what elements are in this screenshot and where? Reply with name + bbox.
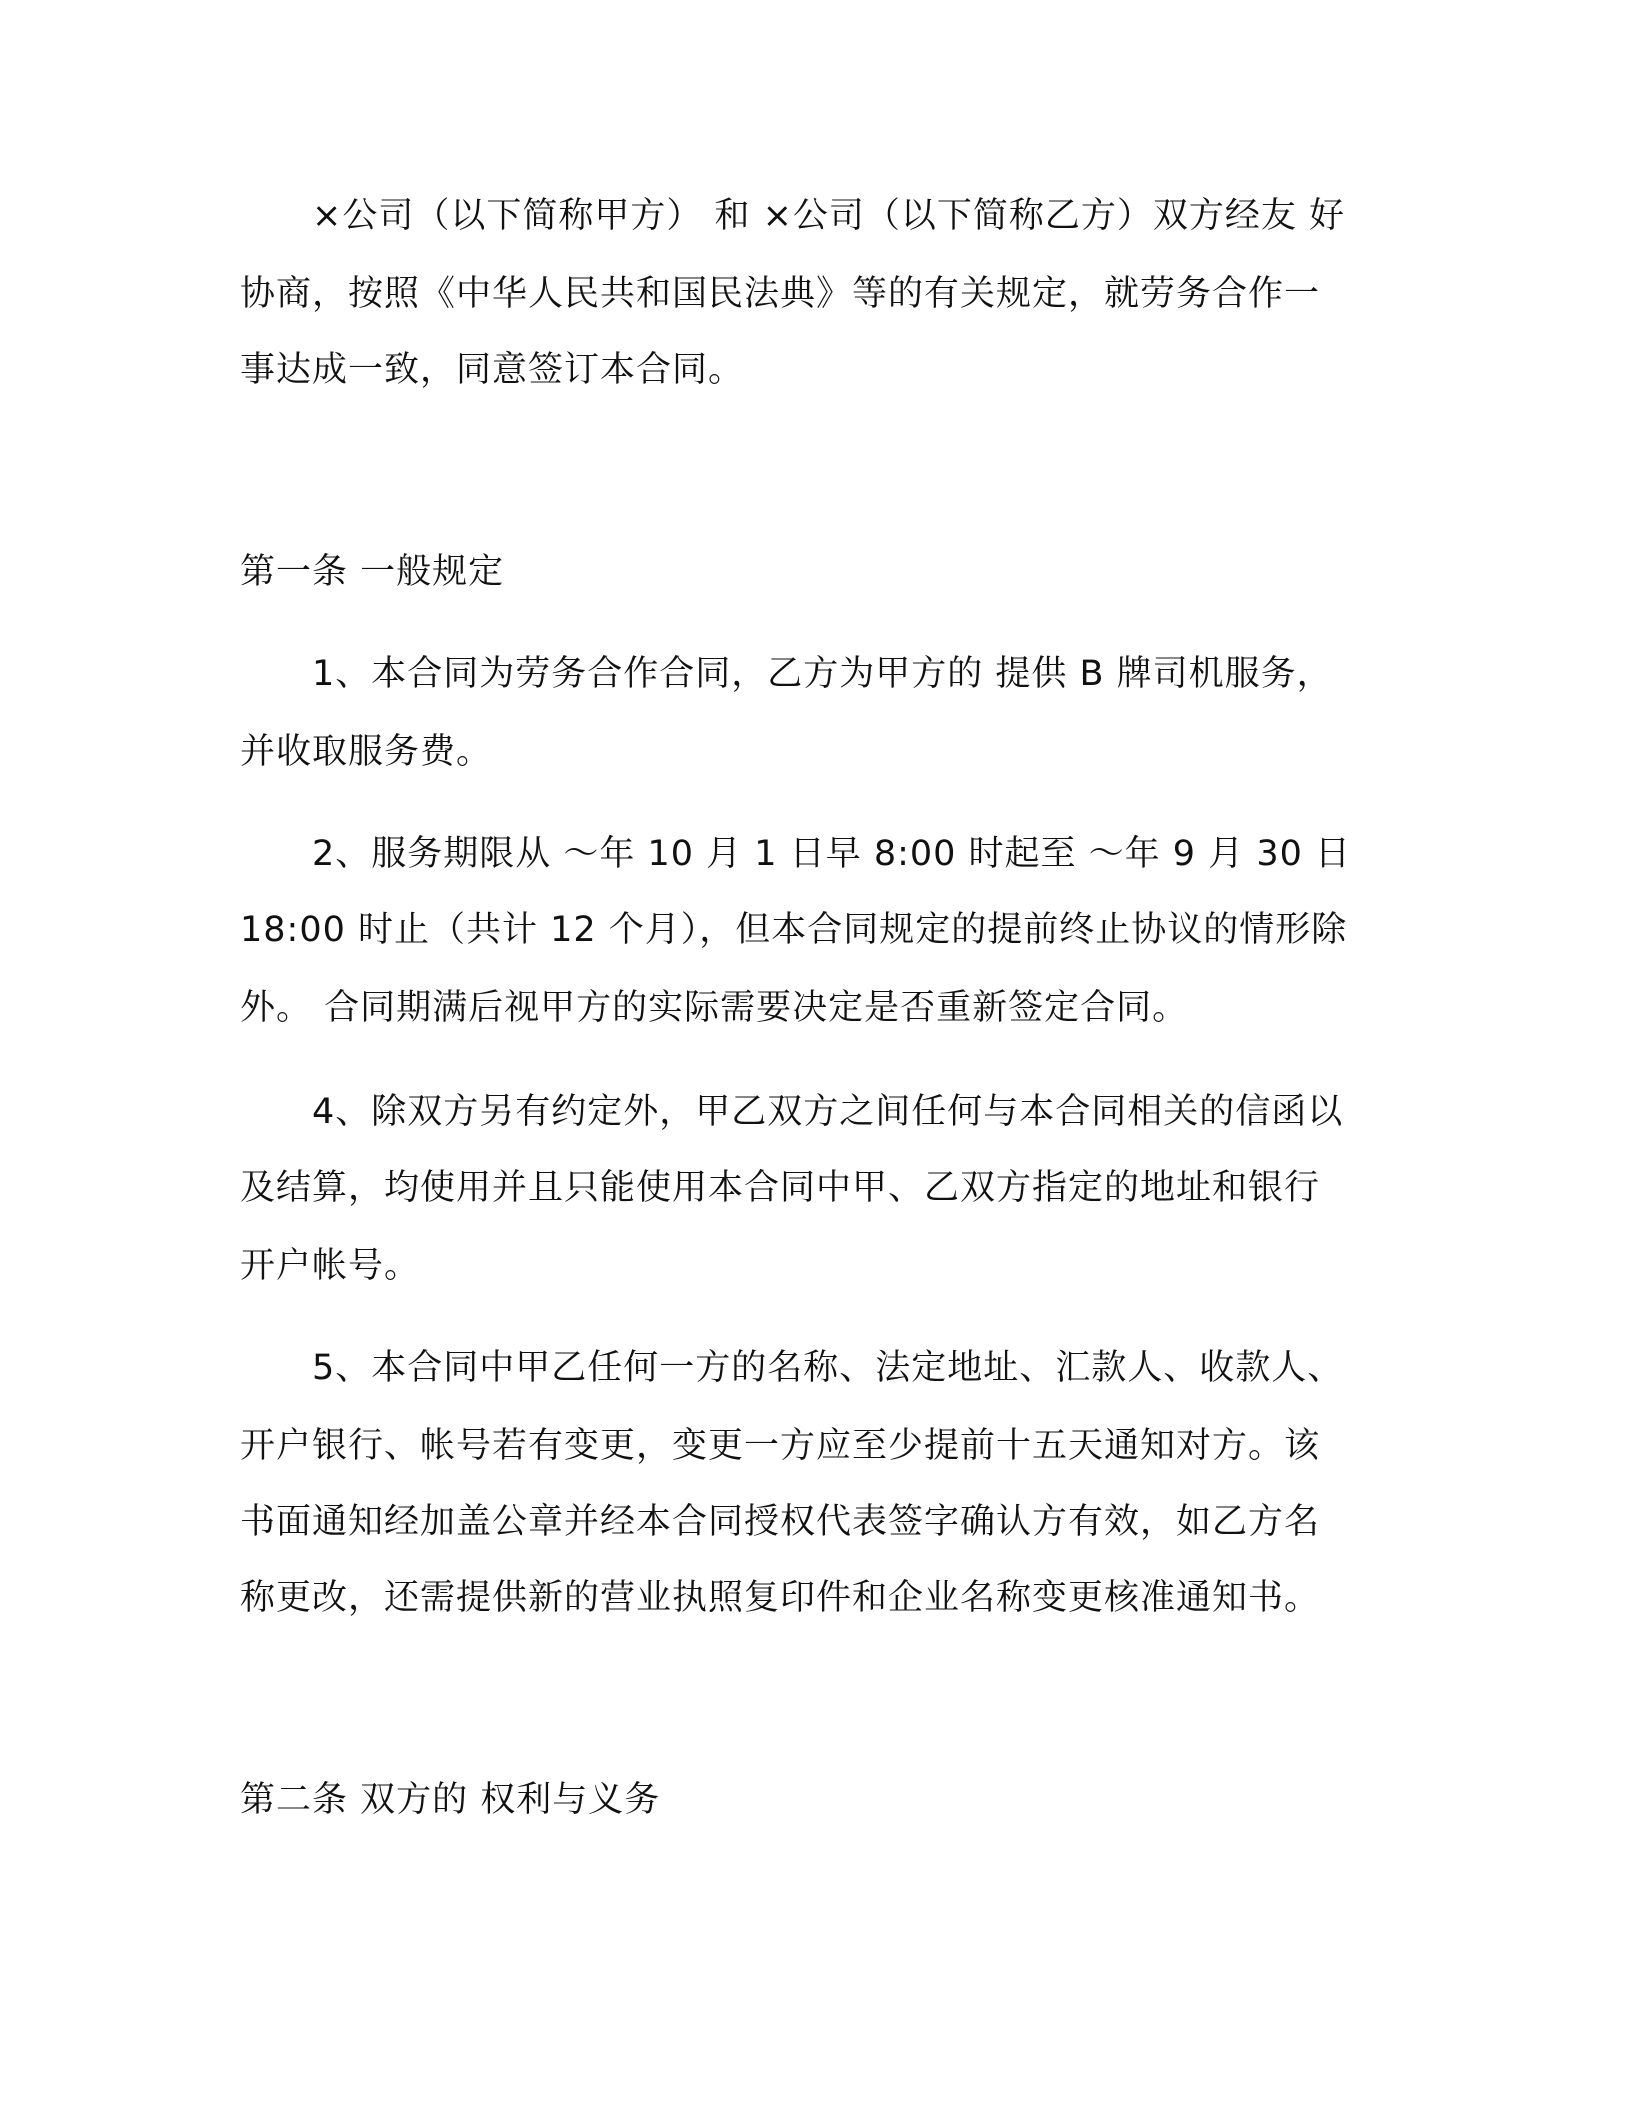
clause2-line-1: 2、服务期限从 ～年 10 月 1 日早 8:00 时起至 ～年 9 月 30 日 [312,834,1351,874]
clause5-line-1: 5、本合同中甲乙任何一方的名称、法定地址、汇款人、收款人、 [312,1348,1344,1388]
section1-heading: 第一条 一般规定 [240,552,505,592]
clause5-line-4: 称更改，还需提供新的营业执照复印件和企业名称变更核准通知书。 [240,1578,1321,1618]
clause5-line-2: 开户银行、帐号若有变更，变更一方应至少提前十五天通知对方。该 [240,1426,1321,1466]
section2-heading: 第二条 双方的 权利与义务 [240,1780,661,1820]
clause4-line-3: 开户帐号。 [240,1246,421,1286]
clause1-line-2: 并收取服务费。 [240,732,493,772]
clause5-line-3: 书面通知经加盖公章并经本合同授权代表签字确认方有效，如乙方名 [240,1502,1321,1542]
intro-line-3: 事达成一致，同意签订本合同。 [240,350,745,390]
clause4-line-2: 及结算，均使用并且只能使用本合同中甲、乙双方指定的地址和银行 [240,1168,1321,1208]
clause2-line-2: 18:00 时止（共计 12 个月），但本合同规定的提前终止协议的情形除 [240,910,1348,950]
clause1-line-1: 1、本合同为劳务合作合同，乙方为甲方的 提供 B 牌司机服务， [312,654,1333,694]
clause2-line-3: 外。 合同期满后视甲方的实际需要决定是否重新签定合同。 [240,988,1189,1028]
intro-line-1: ×公司（以下简称甲方） 和 ×公司（以下简称乙方）双方经友 好 [312,196,1346,236]
clause4-line-1: 4、除双方另有约定外，甲乙双方之间任何与本合同相关的信函以 [312,1092,1344,1132]
intro-line-2: 协商，按照《中华人民共和国民法典》等的有关规定，就劳务合作一 [240,274,1321,314]
